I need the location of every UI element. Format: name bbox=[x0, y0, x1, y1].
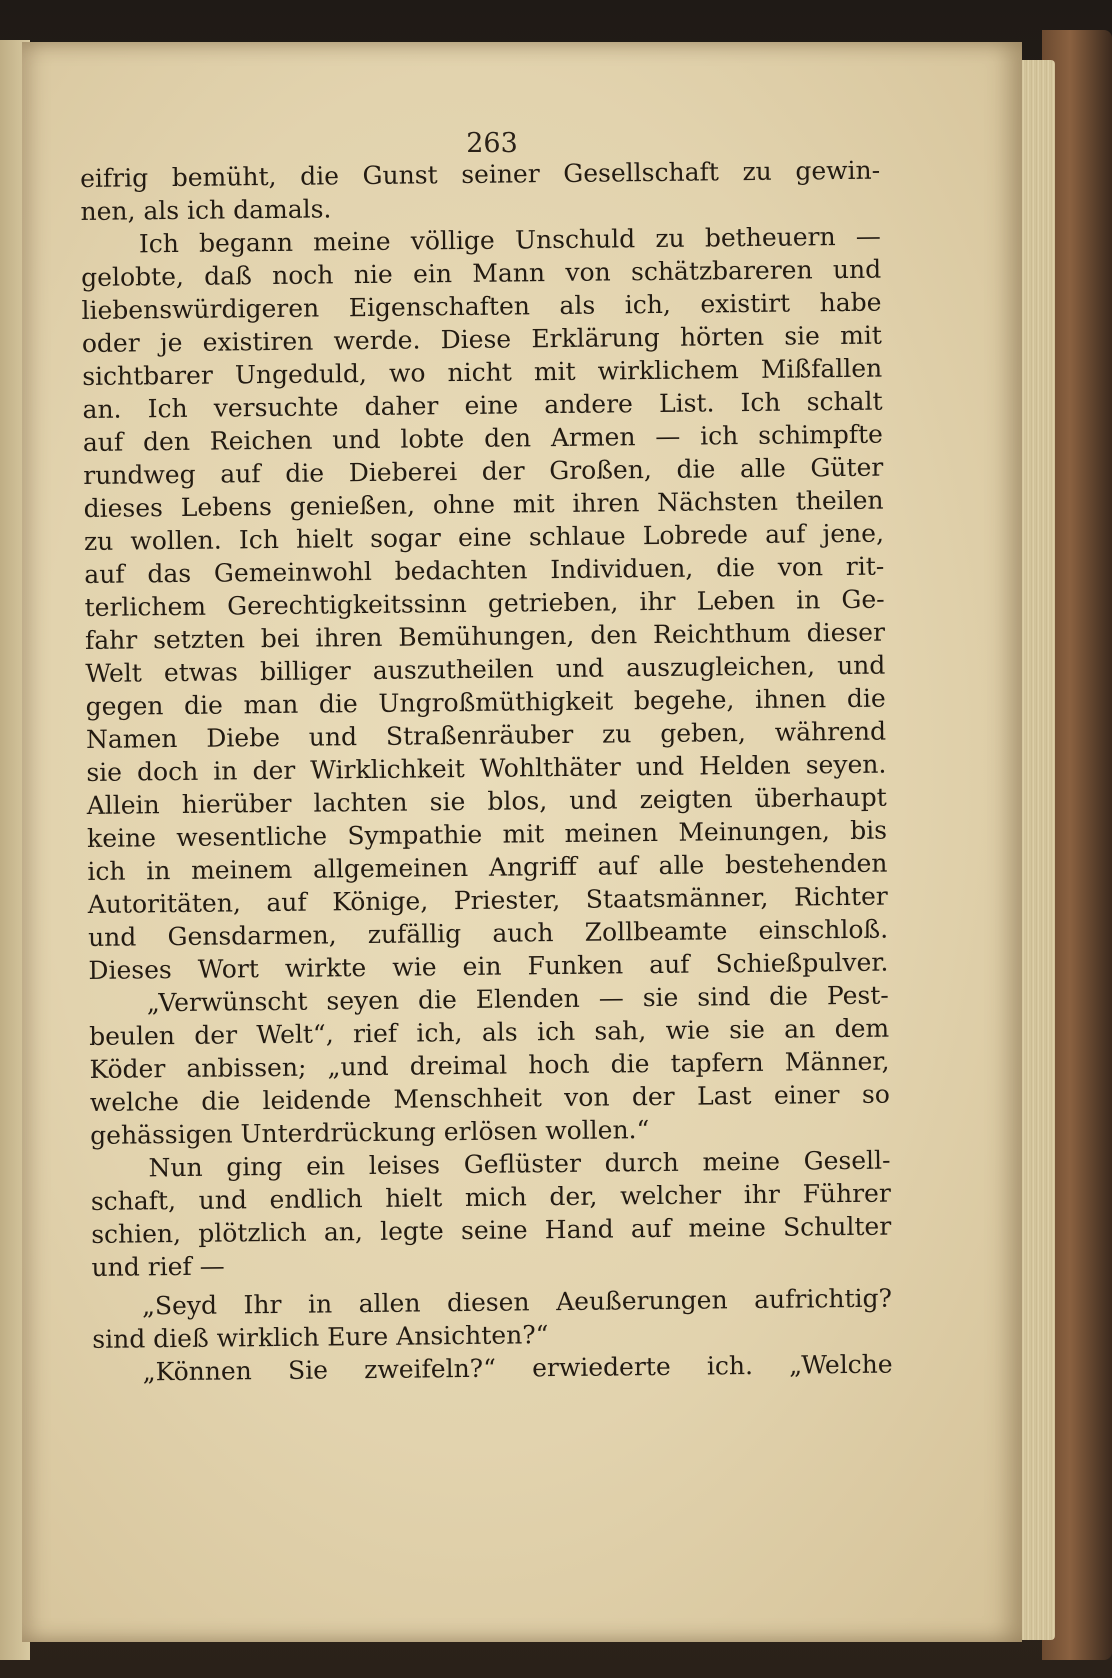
text-line: Autoritäten, auf Könige, Priester, Staatsmänner, Richter bbox=[87, 881, 888, 919]
text-line: welche die leidende Menschheit von der Last einer so bbox=[89, 1079, 890, 1117]
text-line: oder je existiren werde. Diese Erklärung hörten sie mit bbox=[81, 320, 883, 358]
text-line: nen, als ich damals. bbox=[80, 194, 332, 226]
text-line: keine wesentliche Sympathie mit meinen Meinungen, bis bbox=[86, 815, 888, 853]
text-line: sie doch in der Wirklichkeit Wohlthäter und Helden seyen. bbox=[86, 749, 887, 787]
text-line: „Seyd Ihr in allen diesen Aeußerungen aufrichtig? bbox=[141, 1283, 893, 1321]
text-line: und rief — bbox=[91, 1251, 225, 1282]
text-line: Namen Diebe und Straßenräuber zu geben, während bbox=[85, 716, 887, 754]
text-line: Allein hierüber lachten sie blos, und zeigten überhaupt bbox=[86, 782, 887, 820]
text-line: Ich begann meine völlige Unschuld zu betheuern — bbox=[138, 221, 881, 259]
page-text bbox=[80, 154, 893, 1389]
text-line: schaft, und endlich hielt mich der, welcher ihr Führer bbox=[90, 1178, 891, 1216]
text-line: an. Ich versuchte daher eine andere List. Ich schalt bbox=[82, 386, 883, 424]
text-line: schien, plötzlich an, legte seine Hand auf meine Schulter bbox=[91, 1211, 892, 1249]
text-line: sichtbarer Ungeduld, wo nicht mit wirklichem Mißfallen bbox=[82, 353, 883, 391]
text-line: auf das Gemeinwohl bedachten Individuen, die von rit- bbox=[84, 551, 885, 589]
text-line: fahr setzten bei ihren Bemühungen, den Reichthum dieser bbox=[84, 617, 886, 655]
text-line: Nun ging ein leises Geflüster durch meine Gesell- bbox=[148, 1145, 891, 1183]
text-line: auf den Reichen und lobte den Armen — ich schimpfte bbox=[82, 419, 884, 457]
text-line: liebenswürdigeren Eigenschaften als ich, existirt habe bbox=[81, 287, 882, 325]
text-line: eifrig bemüht, die Gunst seiner Gesellschaft zu gewin- bbox=[80, 155, 881, 193]
text-line: Dieses Wort wirkte wie ein Funken auf Schießpulver. bbox=[88, 947, 889, 985]
text-line: beulen der Welt“, rief ich, als ich sah, wie sie an dem bbox=[89, 1013, 890, 1051]
text-line: „Verwünscht seyen die Elenden — sie sind die Pest- bbox=[146, 980, 889, 1018]
text-line: gehässigen Unterdrückung erlösen wollen.“ bbox=[90, 1115, 650, 1150]
text-line: „Können Sie zweifeln?“ erwiederte ich. „Welche bbox=[142, 1349, 893, 1387]
text-line: gegen die man die Ungroßmüthigkeit begehe, ihnen die bbox=[85, 683, 886, 721]
text-line: und Gensdarmen, zufällig auch Zollbeamte einschloß. bbox=[87, 914, 889, 952]
text-line: sind dieß wirklich Eure Ansichten?“ bbox=[92, 1320, 549, 1354]
text-line: ich in meinem allgemeinen Angriff auf alle bestehenden bbox=[87, 848, 888, 886]
page-number: 263 bbox=[466, 128, 518, 159]
text-line: Köder anbissen; „und dreimal hoch die tapfern Männer, bbox=[89, 1046, 890, 1084]
text-line: Welt etwas billiger auszutheilen und auszugleichen, und bbox=[85, 650, 886, 688]
text-line: zu wollen. Ich hielt sogar eine schlaue Lobrede auf jene, bbox=[83, 518, 885, 556]
text-line: gelobte, daß noch nie ein Mann von schätzbareren und bbox=[81, 254, 882, 292]
text-line: terlichem Gerechtigkeitssinn getrieben, ihr Leben in Ge- bbox=[84, 584, 885, 622]
text-line: rundweg auf die Dieberei der Großen, die alle Güter bbox=[83, 452, 884, 490]
text-line: dieses Lebens genießen, ohne mit ihren Nächsten theilen bbox=[83, 485, 884, 523]
